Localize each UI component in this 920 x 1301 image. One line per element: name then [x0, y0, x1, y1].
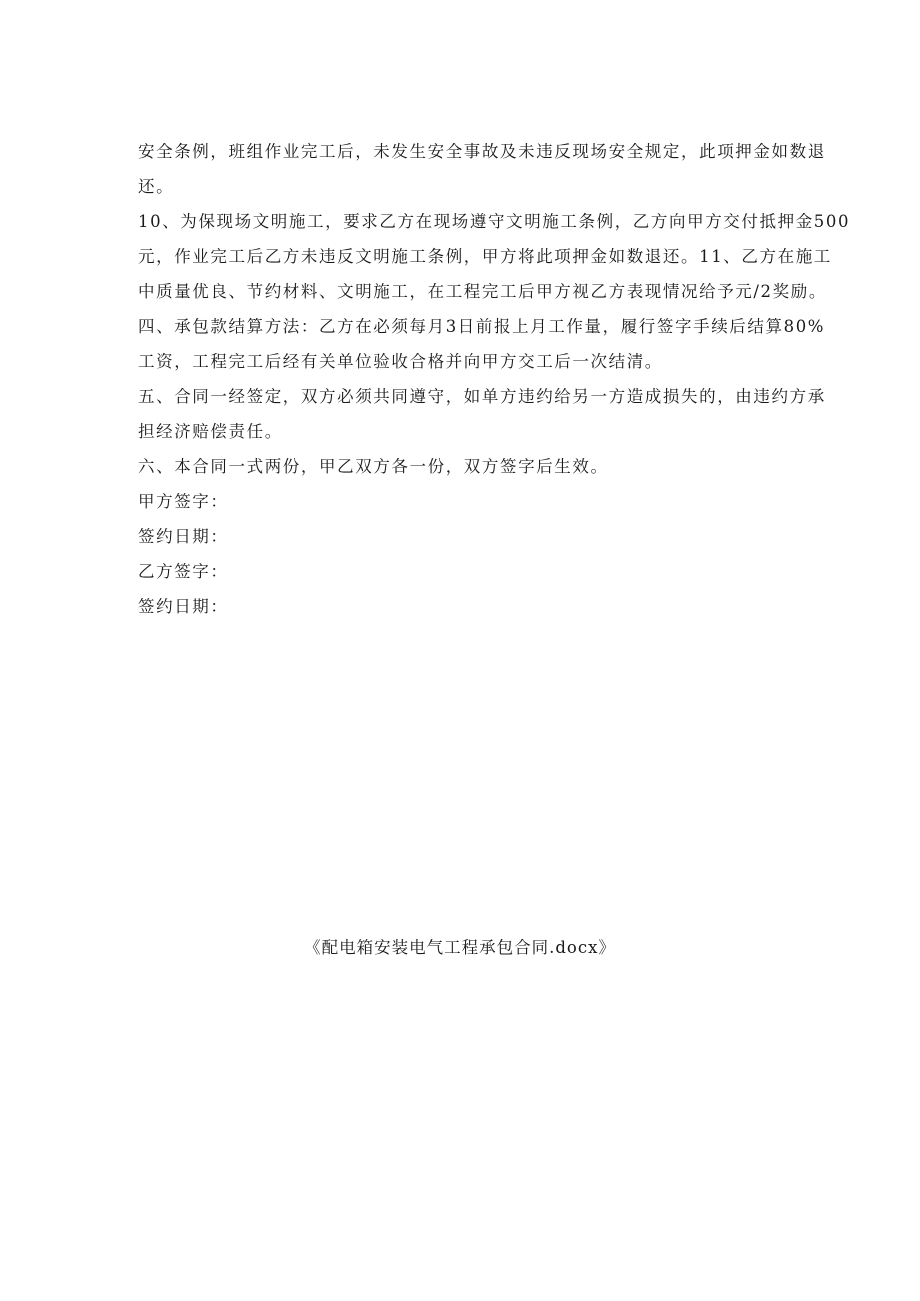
text-line: 工资，工程完工后经有关单位验收合格并向甲方交工后一次结清。	[138, 352, 663, 371]
party-a-signature-label: 甲方签字：	[138, 492, 229, 511]
text-line: 五、合同一经签定，双方必须共同遵守，如单方违约给另一方造成损失的，由违约方承	[138, 387, 826, 406]
text-line: 还。	[138, 177, 175, 196]
text-line: 担经济赔偿责任。	[138, 422, 283, 441]
signing-date-label: 签约日期：	[138, 527, 229, 546]
signing-date-label: 签约日期：	[138, 597, 229, 616]
text-line: 四、承包款结算方法：乙方在必须每月3日前报上月工作量，履行签字手续后结算80%	[138, 317, 826, 336]
text-line: 中质量优良、节约材料、文明施工，在工程完工后甲方视乙方表现情况给予元/2奖励。	[138, 282, 827, 301]
text-line: 六、本合同一式两份，甲乙双方各一份，双方签字后生效。	[138, 457, 609, 476]
document-filename: 《配电箱安装电气工程承包合同.docx》	[304, 938, 616, 957]
text-line: 元，作业完工后乙方未违反文明施工条例，甲方将此项押金如数退还。11、乙方在施工	[138, 247, 832, 266]
text-line: 安全条例，班组作业完工后，未发生安全事故及未违反现场安全规定，此项押金如数退	[138, 142, 826, 161]
party-b-signature-label: 乙方签字：	[138, 562, 229, 581]
text-line: 10、为保现场文明施工，要求乙方在现场遵守文明施工条例，乙方向甲方交付抵押金500	[138, 212, 851, 231]
contract-body	[138, 134, 851, 624]
